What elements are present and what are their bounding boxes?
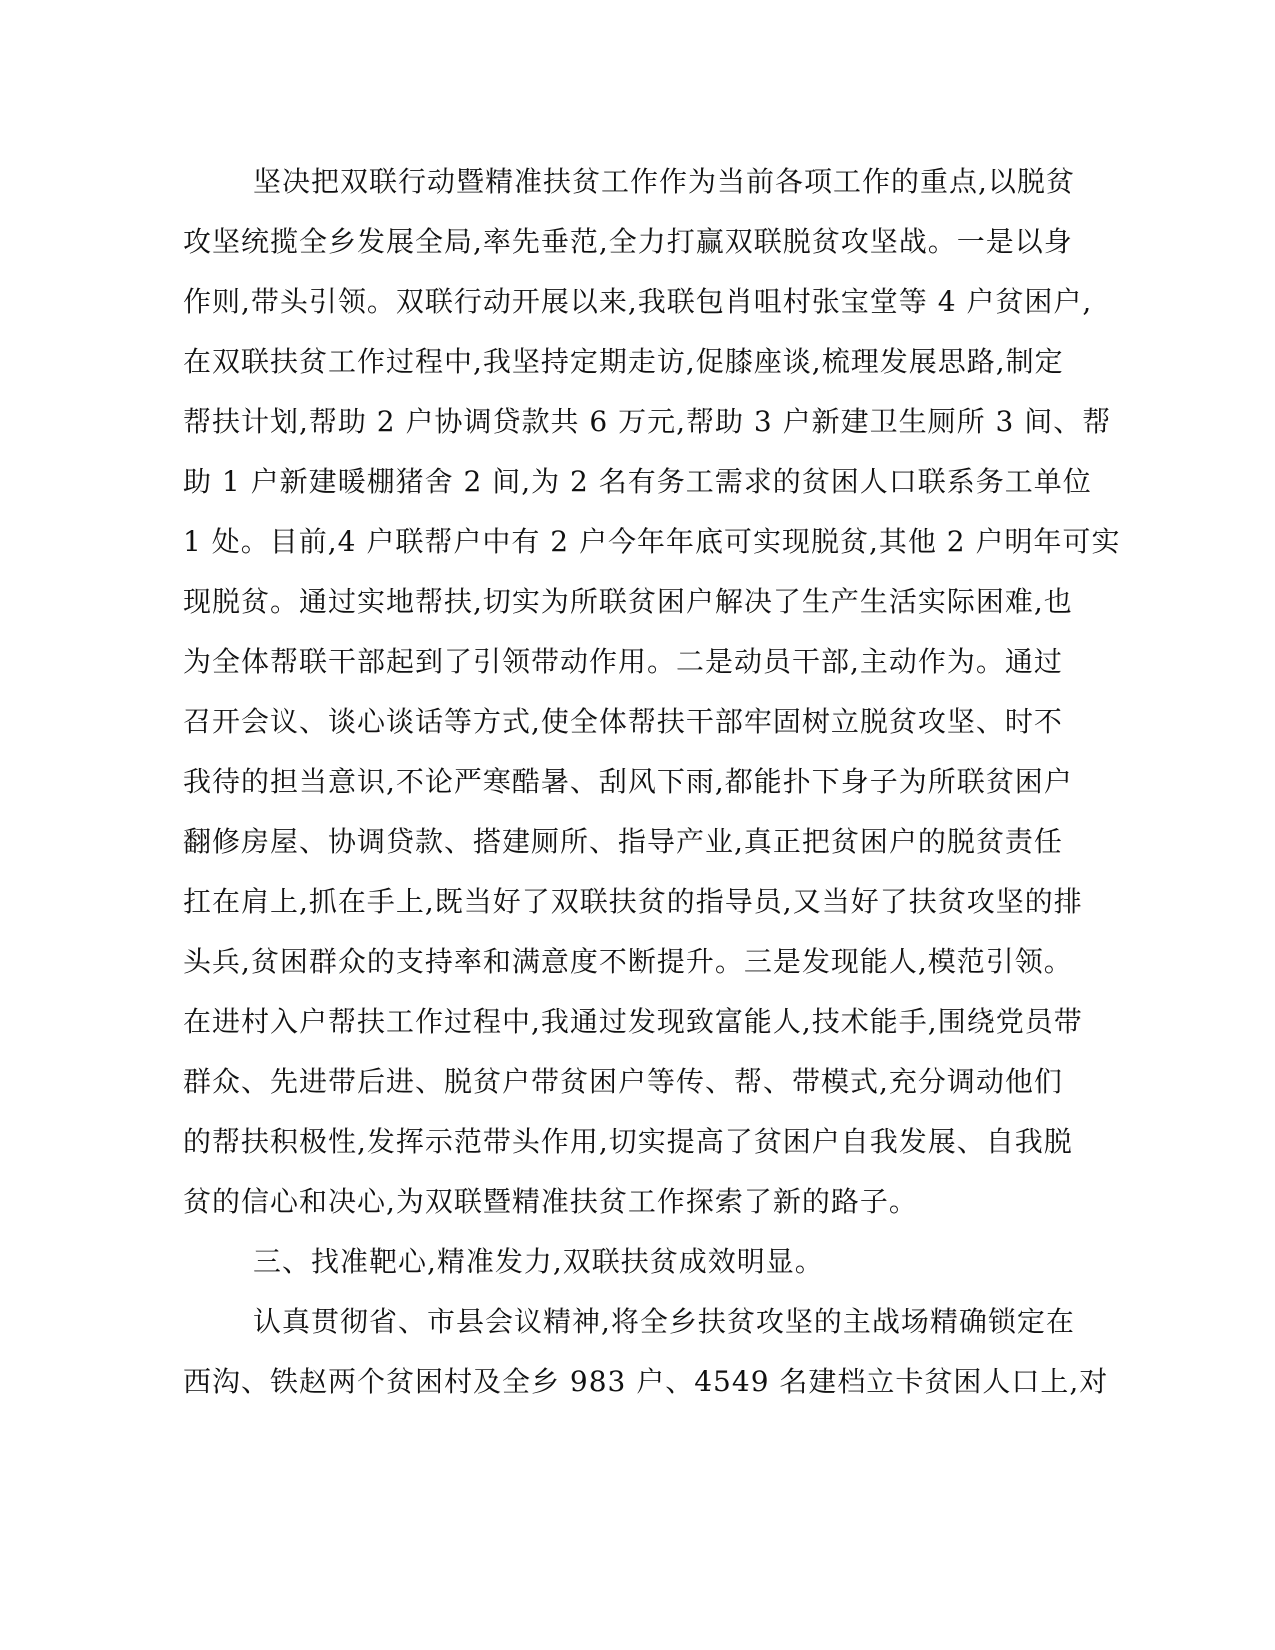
text-line: 召开会议、谈心谈话等方式,使全体帮扶干部牢固树立脱贫攻坚、时不 [183,705,1063,738]
text-line: 为全体帮联干部起到了引领带动作用。二是动员干部,主动作为。通过 [183,645,1063,678]
text-line: 现脱贫。通过实地帮扶,切实为所联贫困户解决了生产生活实际困难,也 [183,585,1073,618]
text-line: 西沟、铁赵两个贫困村及全乡 983 户、4549 名建档立卡贫困人口上,对 [183,1365,1109,1398]
text-line: 作则,带头引领。双联行动开展以来,我联包肖咀村张宝堂等 4 户贫困户, [183,285,1093,318]
text-line: 头兵,贫困群众的支持率和满意度不断提升。三是发现能人,模范引领。 [183,945,1073,978]
text-line: 1 处。目前,4 户联帮户中有 2 户今年年底可实现脱贫,其他 2 户明年可实 [183,525,1121,558]
text-line: 攻坚统揽全乡发展全局,率先垂范,全力打赢双联脱贫攻坚战。一是以身 [183,225,1073,258]
text-line: 的帮扶积极性,发挥示范带头作用,切实提高了贫困户自我发展、自我脱 [183,1125,1073,1158]
text-line: 群众、先进带后进、脱贫户带贫困户等传、帮、带模式,充分调动他们 [183,1065,1063,1098]
text-line: 贫的信心和决心,为双联暨精准扶贫工作探索了新的路子。 [183,1185,918,1218]
text-line: 坚决把双联行动暨精准扶贫工作作为当前各项工作的重点,以脱贫 [253,165,1075,198]
text-line: 扛在肩上,抓在手上,既当好了双联扶贫的指导员,又当好了扶贫攻坚的排 [183,885,1083,918]
section-heading: 三、找准靶心,精准发力,双联扶贫成效明显。 [253,1245,824,1278]
text-line: 认真贯彻省、市县会议精神,将全乡扶贫攻坚的主战场精确锁定在 [253,1305,1075,1338]
text-line: 在双联扶贫工作过程中,我坚持定期走访,促膝座谈,梳理发展思路,制定 [183,345,1064,378]
text-line: 助 1 户新建暖棚猪舍 2 间,为 2 名有务工需求的贫困人口联系务工单位 [183,465,1092,498]
text-line: 帮扶计划,帮助 2 户协调贷款共 6 万元,帮助 3 户新建卫生厕所 3 间、帮 [183,405,1112,438]
text-line: 在进村入户帮扶工作过程中,我通过发现致富能人,技术能手,围绕党员带 [183,1005,1083,1038]
body-text [183,152,1121,1412]
text-line: 我待的担当意识,不论严寒酷暑、刮风下雨,都能扑下身子为所联贫困户 [183,765,1073,798]
text-line: 翻修房屋、协调贷款、搭建厕所、指导产业,真正把贫困户的脱贫责任 [183,825,1063,858]
